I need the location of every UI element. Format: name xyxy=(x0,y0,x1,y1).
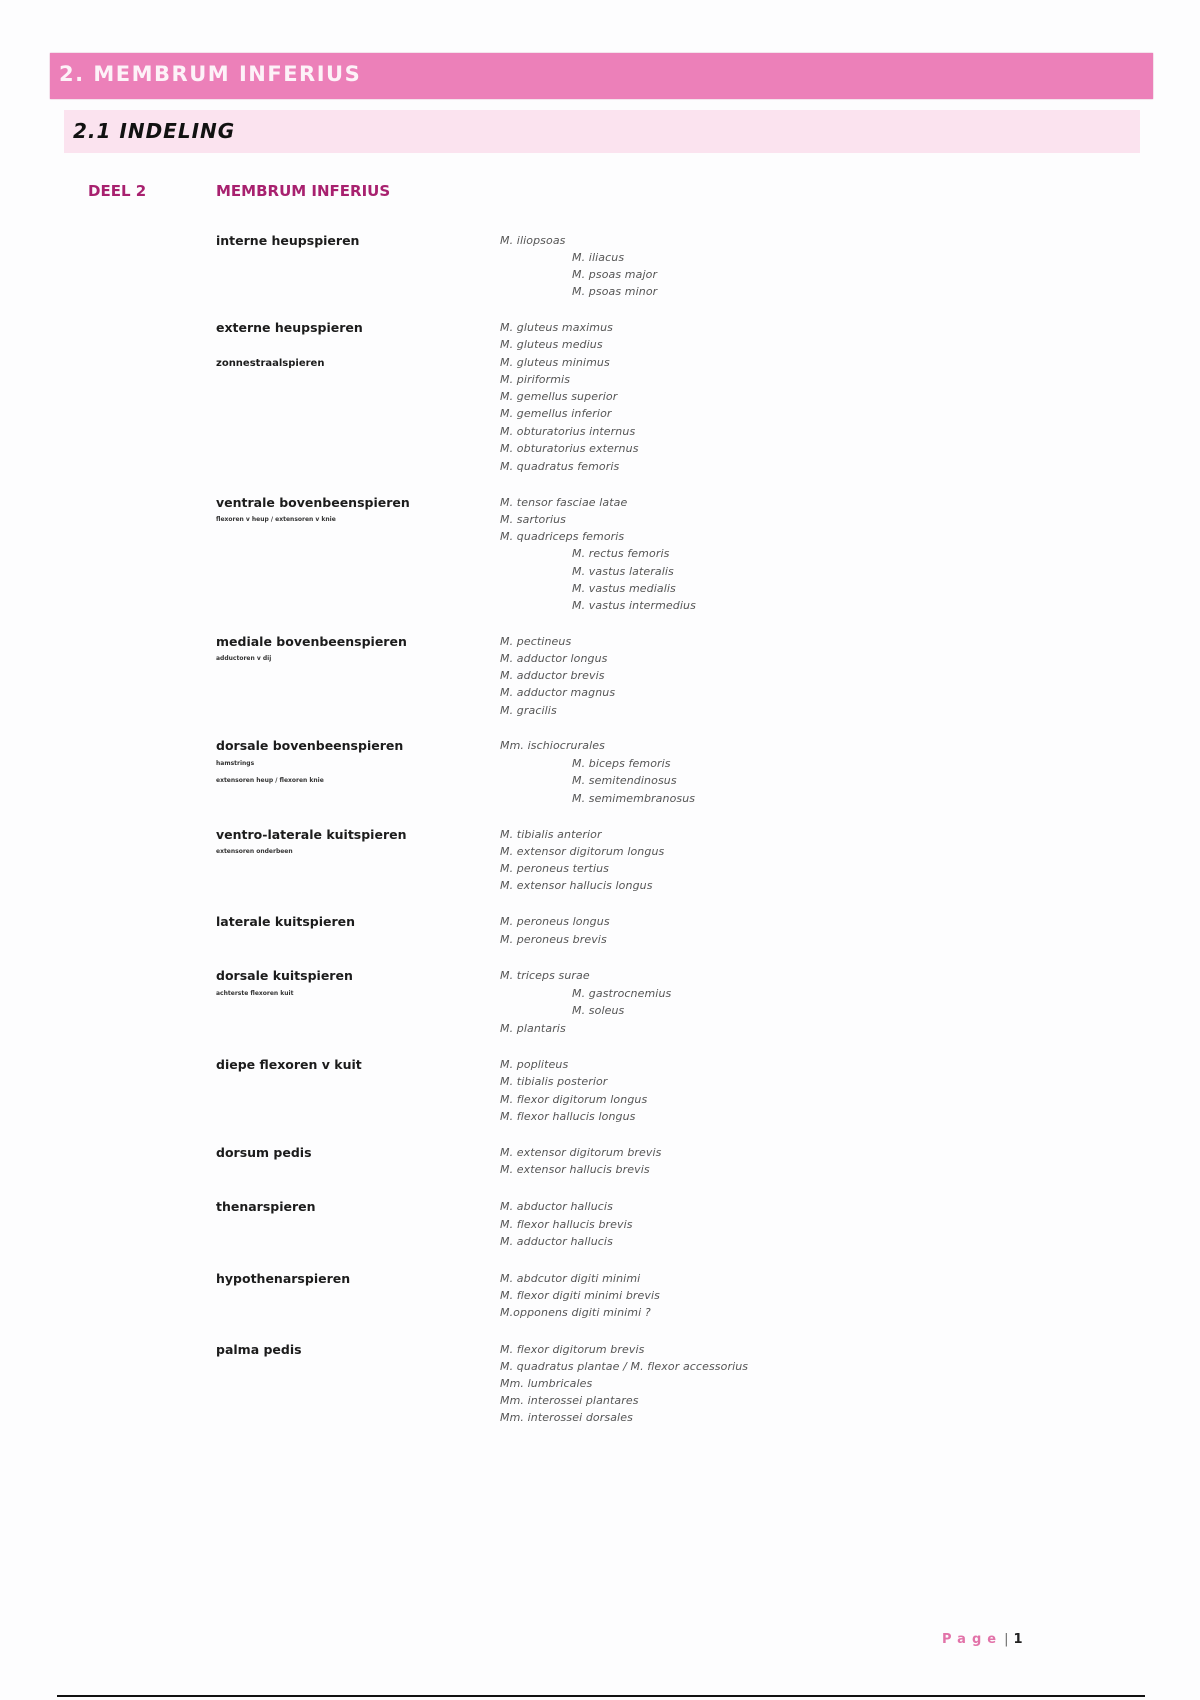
muscle-item: M. flexor hallucis longus xyxy=(500,1110,636,1123)
group-note: extensoren onderbeen xyxy=(216,848,293,855)
muscle-item: M. adductor longus xyxy=(500,652,608,665)
muscle-item: M. gemellus superior xyxy=(500,390,618,403)
muscle-item: M. tensor fasciae latae xyxy=(500,496,628,509)
group-label: dorsale bovenbeenspieren xyxy=(216,738,404,753)
page-separator: | xyxy=(1004,1632,1009,1647)
muscle-item: M. gracilis xyxy=(500,704,557,717)
muscle-item: M. gemellus inferior xyxy=(500,407,612,420)
muscle-item: M. piriformis xyxy=(500,373,571,386)
group-label: dorsum pedis xyxy=(216,1145,312,1160)
group-note: adductoren v dij xyxy=(216,655,272,662)
muscle-item: M. tibialis anterior xyxy=(500,828,602,841)
muscle-subitem: M. semitendinosus xyxy=(572,774,677,787)
muscle-item: M. flexor digiti minimi brevis xyxy=(500,1289,661,1302)
muscle-item: M. gluteus maximus xyxy=(500,321,614,334)
group-note: extensoren heup / flexoren knie xyxy=(216,777,324,784)
muscle-item: M. peroneus brevis xyxy=(500,933,607,946)
group-sublabel: zonnestraalspieren xyxy=(216,358,325,369)
group-note: achterste flexoren kuit xyxy=(216,990,294,997)
group-label: ventro-laterale kuitspieren xyxy=(216,827,407,842)
group-note: flexoren v heup / extensoren v knie xyxy=(216,516,336,523)
group-label: interne heupspieren xyxy=(216,233,360,248)
muscle-item: Mm. interossei dorsales xyxy=(500,1411,633,1424)
group-label: laterale kuitspieren xyxy=(216,914,356,929)
muscle-subitem: M. psoas minor xyxy=(572,285,658,298)
muscle-subitem: M. semimembranosus xyxy=(572,792,696,805)
muscle-item: M. plantaris xyxy=(500,1022,566,1035)
muscle-item: M. extensor hallucis brevis xyxy=(500,1163,650,1176)
footer-rule xyxy=(57,1695,1145,1697)
muscle-subitem: M. iliacus xyxy=(572,251,625,264)
muscle-item: Mm. interossei plantares xyxy=(500,1394,639,1407)
muscle-item: M. iliopsoas xyxy=(500,234,566,247)
muscle-subitem: M. rectus femoris xyxy=(572,547,670,560)
muscle-item: M. adductor hallucis xyxy=(500,1235,613,1248)
muscle-subitem: M. soleus xyxy=(572,1004,625,1017)
muscle-subitem: M. vastus medialis xyxy=(572,582,676,595)
muscle-item: M. flexor digitorum longus xyxy=(500,1093,648,1106)
muscle-item: M. extensor hallucis longus xyxy=(500,879,653,892)
muscle-item: M. abductor hallucis xyxy=(500,1200,613,1213)
muscle-item: M. quadriceps femoris xyxy=(500,530,625,543)
muscle-item: M. extensor digitorum brevis xyxy=(500,1146,662,1159)
muscle-item: M. extensor digitorum longus xyxy=(500,845,665,858)
group-label: externe heupspieren xyxy=(216,320,363,335)
group-label: diepe flexoren v kuit xyxy=(216,1057,362,1072)
muscle-subitem: M. vastus lateralis xyxy=(572,565,674,578)
muscle-item: M. quadratus femoris xyxy=(500,460,620,473)
muscle-item: M. flexor digitorum brevis xyxy=(500,1343,645,1356)
group-label: ventrale bovenbeenspieren xyxy=(216,495,410,510)
group-label: hypothenarspieren xyxy=(216,1271,351,1286)
part-title: MEMBRUM INFERIUS xyxy=(216,182,391,200)
muscle-item: M. abdcutor digiti minimi xyxy=(500,1272,641,1285)
muscle-subitem: M. psoas major xyxy=(572,268,658,281)
group-label: dorsale kuitspieren xyxy=(216,968,353,983)
page-footer xyxy=(942,1632,1023,1647)
page-word: Page xyxy=(942,1632,1003,1647)
muscle-subitem: M. vastus intermedius xyxy=(572,599,696,612)
muscle-item: M. flexor hallucis brevis xyxy=(500,1218,633,1231)
section-title: 2.1 INDELING xyxy=(73,119,236,143)
muscle-item: M. adductor brevis xyxy=(500,669,605,682)
muscle-item: M. adductor magnus xyxy=(500,686,616,699)
muscle-item: M. obturatorius internus xyxy=(500,425,636,438)
muscle-item: M. sartorius xyxy=(500,513,567,526)
muscle-item: M. gluteus minimus xyxy=(500,356,610,369)
muscle-item: M. quadratus plantae / M. flexor accessorius xyxy=(500,1360,749,1373)
page-number: 1 xyxy=(1013,1632,1023,1647)
muscle-subitem: M. biceps femoris xyxy=(572,757,671,770)
group-note: hamstrings xyxy=(216,760,255,767)
muscle-item: Mm. lumbricales xyxy=(500,1377,593,1390)
group-label: thenarspieren xyxy=(216,1199,316,1214)
chapter-title: 2. MEMBRUM INFERIUS xyxy=(59,62,362,86)
part-label: DEEL 2 xyxy=(88,182,147,200)
muscle-subitem: M. gastrocnemius xyxy=(572,987,672,1000)
muscle-item: Mm. ischiocrurales xyxy=(500,739,605,752)
muscle-item: M. peroneus tertius xyxy=(500,862,609,875)
group-label: palma pedis xyxy=(216,1342,302,1357)
chapter-header-bar xyxy=(50,53,1153,99)
muscle-item: M.opponens digiti minimi ? xyxy=(500,1306,651,1319)
muscle-item: M. pectineus xyxy=(500,635,572,648)
muscle-item: M. peroneus longus xyxy=(500,915,610,928)
muscle-item: M. gluteus medius xyxy=(500,338,603,351)
muscle-item: M. tibialis posterior xyxy=(500,1075,608,1088)
section-header-bar xyxy=(64,110,1140,153)
muscle-item: M. popliteus xyxy=(500,1058,569,1071)
muscle-item: M. obturatorius externus xyxy=(500,442,639,455)
group-label: mediale bovenbeenspieren xyxy=(216,634,407,649)
muscle-item: M. triceps surae xyxy=(500,969,590,982)
